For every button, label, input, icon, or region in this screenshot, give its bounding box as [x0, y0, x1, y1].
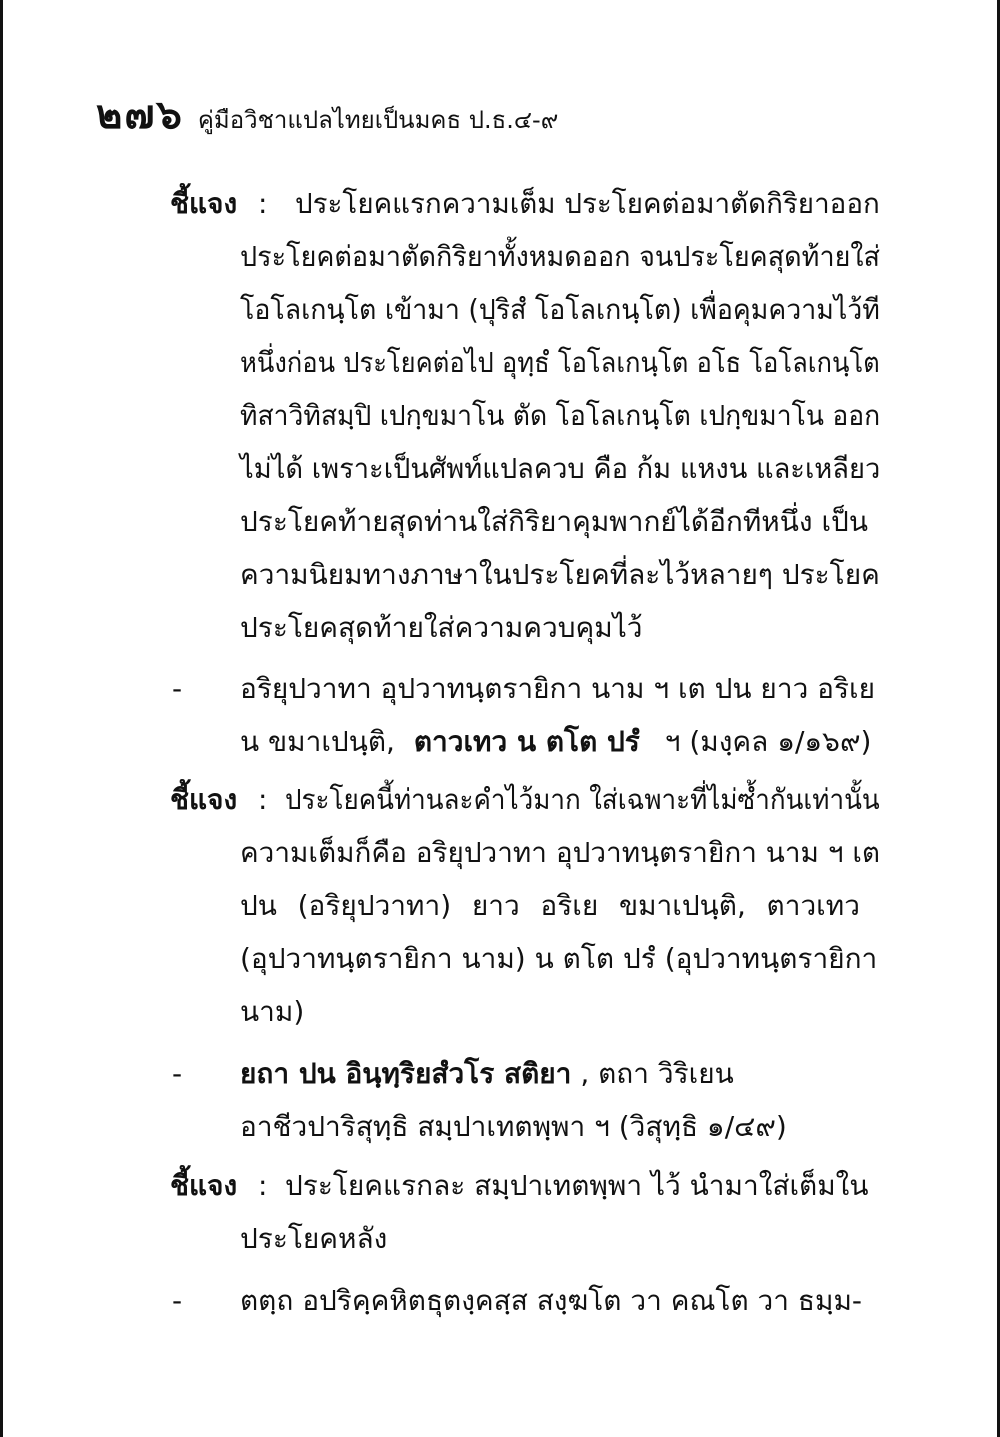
colon-2: : [258, 783, 268, 816]
list-dash-1: - [172, 672, 183, 705]
item1-text-a: น ขมาเปนฺติ, [240, 725, 395, 758]
list-dash-2: - [172, 1057, 183, 1090]
explanation-label-3: ชี้แจง [170, 1169, 238, 1202]
block1-line-5: ทิสาวิทิสมฺปิ เปกฺขมาโน ตัด โอโลเกนฺโต เปกฺขมาโน ออก [240, 399, 881, 432]
block2-line-2: ความเต็มก็คือ อริยุปวาทา อุปวาทนฺตรายิกา นาม ฯ เต [240, 836, 881, 869]
block1-line-3: โอโลเกนฺโต เข้ามา (ปุริสํ โอโลเกนฺโต) เพื่อคุมความไว้ที [240, 293, 880, 326]
block2-word: ปน [240, 889, 277, 922]
item2-text-b: , ตถา วิริเยน [580, 1057, 734, 1090]
block1-line-2: ประโยคต่อมาตัดกิริยาทั้งหมดออก จนประโยคสุดท้ายใส่ [240, 240, 881, 273]
block2-word: ยาว [471, 889, 520, 922]
item2-line-2: อาชีวปาริสุทฺธิ สมฺปาเทตพฺพา ฯ (วิสุทฺธิ ๑/๔๙) [240, 1110, 787, 1143]
explanation-label-2: ชี้แจง [170, 783, 238, 816]
block2-word: ขมาเปนฺติ, [618, 889, 746, 922]
block2-word: ตาวเทว [766, 889, 860, 922]
block1-line-7: ประโยคท้ายสุดท่านใส่กิริยาคุมพากย์ได้อีกทีหนึ่ง เป็น [240, 505, 868, 538]
page-border-left [0, 0, 3, 1437]
item1-line-2 [240, 725, 872, 758]
block1-line-1: ประโยคแรกความเต็ม ประโยคต่อมาตัดกิริยาออก [295, 187, 880, 220]
item3-line-1: ตตฺถ อปริคฺคหิตธุตงฺคสฺส สงฺฆโต วา คณโต วา ธมฺม- [240, 1284, 863, 1317]
page-header [96, 82, 558, 146]
running-title: คู่มือวิชาแปลไทยเป็นมคธ ป.ธ.๔-๙ [197, 106, 559, 134]
block2-line-3 [240, 889, 860, 922]
colon-1: : [258, 187, 268, 220]
block1-line-6: ไม่ได้ เพราะเป็นศัพท์แปลควบ คือ ก้ม แหงน และเหลียว [240, 452, 881, 485]
block2-line-4: (อุปวาทนฺตรายิกา นาม) น ตโต ปรํ (อุปวาทนฺตรายิกา [240, 942, 878, 975]
explanation-label-1: ชี้แจง [170, 187, 238, 220]
block3-line-2: ประโยคหลัง [240, 1222, 388, 1255]
item2-bold-phrase: ยถา ปน อินฺทฺริยสํวโร สติยา [240, 1057, 572, 1090]
block2-line-1: ประโยคนี้ท่านละคำไว้มาก ใส่เฉพาะที่ไม่ซ้ำกันเท่านั้น [285, 783, 880, 816]
colon-3: : [258, 1169, 268, 1202]
page-number: ๒๗๖ [96, 92, 184, 138]
item2-line-1 [240, 1057, 734, 1090]
block2-line-5: นาม) [240, 995, 305, 1028]
item1-line-1: อริยุปวาทา อุปวาทนฺตรายิกา นาม ฯ เต ปน ยาว อริเย [240, 672, 876, 705]
item1-bold-phrase: ตาวเทว น ตโต ปรํ [413, 725, 640, 758]
list-dash-3: - [172, 1284, 183, 1317]
block2-word: อริเย [540, 889, 599, 922]
block1-line-4: หนึ่งก่อน ประโยคต่อไป อุทฺธํ โอโลเกนฺโต อโธ โอโลเกนฺโต [240, 346, 880, 379]
block2-word: (อริยุปวาทา) [297, 889, 452, 922]
block1-line-8: ความนิยมทางภาษาในประโยคที่ละไว้หลายๆ ประโยค [240, 558, 880, 591]
block1-line-9: ประโยคสุดท้ายใส่ความควบคุมไว้ [240, 611, 643, 644]
block3-line-1: ประโยคแรกละ สมฺปาเทตพฺพา ไว้ นำมาใส่เต็มใน [285, 1169, 869, 1202]
item1-reference: ฯ (มงฺคล ๑/๑๖๙) [664, 725, 872, 758]
